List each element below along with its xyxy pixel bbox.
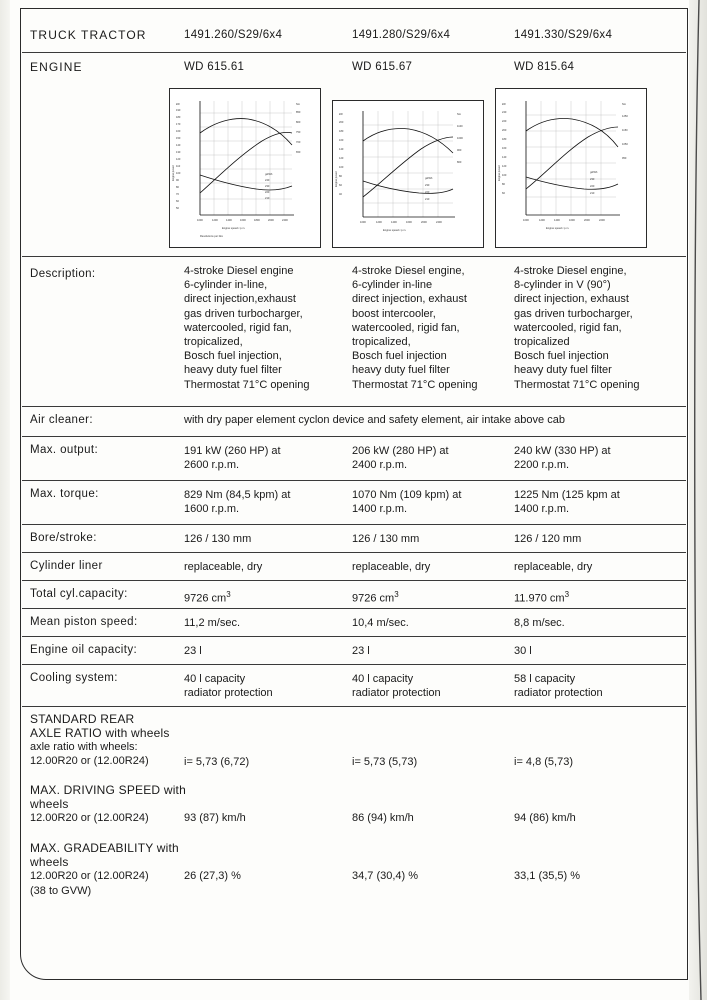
grade-value-3: 33,1 (35,5) % [514, 870, 581, 882]
svg-text:1250: 1250 [622, 115, 628, 118]
axle-wheels: 12.00R20 or (12.00R24) [30, 755, 149, 767]
svg-text:1800: 1800 [254, 219, 260, 222]
spec-sheet [22, 8, 686, 978]
svg-text:1050: 1050 [622, 143, 628, 146]
bore-stroke-3: 126 / 120 mm [514, 533, 582, 545]
svg-text:230: 230 [425, 184, 430, 187]
svg-text:1200: 1200 [539, 219, 545, 222]
page-curl-line [685, 0, 705, 1000]
label-mean-piston-speed: Mean piston speed: [30, 616, 138, 628]
mean-piston-speed-3: 8,8 m/sec. [514, 617, 565, 629]
total-cyl-capacity-3-value: 11.970 cm [514, 592, 565, 605]
svg-text:Engine power: Engine power [498, 165, 501, 181]
engine-oil-capacity-3: 30 l [514, 645, 532, 657]
max-output-3-line-2: 2200 r.p.m. [514, 459, 570, 472]
svg-text:1100: 1100 [457, 125, 463, 128]
cylinder-liner-1: replaceable, dry [184, 561, 263, 573]
label-bore-stroke: Bore/stroke: [30, 532, 97, 544]
desc-2-line-2: 6-cylinder in-line [352, 279, 433, 292]
max-torque-col-2 [352, 488, 518, 516]
svg-text:g/kWh: g/kWh [265, 173, 273, 176]
max-torque-2-line-1: 1070 Nm (109 kpm) at [352, 489, 462, 501]
desc-3-line-2: 8-cylinder in V (90°) [514, 279, 611, 292]
svg-text:60: 60 [176, 200, 179, 203]
desc-2-line-3: direct injection, exhaust [352, 293, 467, 306]
svg-text:80: 80 [339, 175, 342, 178]
total-cyl-capacity-2 [352, 588, 518, 606]
svg-text:140: 140 [339, 148, 344, 151]
svg-text:2000: 2000 [421, 221, 427, 224]
svg-text:1600: 1600 [406, 221, 412, 224]
svg-text:80: 80 [176, 186, 179, 189]
desc-2-line-4: boost intercooler, [352, 307, 436, 320]
mean-piston-speed-2: 10,4 m/sec. [352, 617, 409, 629]
total-cyl-capacity-3 [514, 588, 686, 606]
desc-1-line-7: Bosch fuel injection, [184, 350, 282, 363]
divider-cooling-system [22, 664, 686, 665]
performance-chart-1 [169, 88, 321, 248]
max-torque-1-line-2: 1600 r.p.m. [184, 503, 240, 516]
svg-text:2200: 2200 [599, 219, 605, 222]
description-col-1 [184, 264, 346, 392]
max-torque-1-line-1: 829 Nm (84,5 kpm) at [184, 489, 291, 501]
svg-text:1000: 1000 [457, 137, 463, 140]
svg-text:kW: kW [339, 113, 343, 116]
max-output-col-2 [352, 444, 518, 472]
svg-text:1150: 1150 [622, 129, 628, 132]
svg-text:210: 210 [425, 198, 430, 201]
cooling-system-col-3 [514, 672, 686, 700]
svg-text:120: 120 [502, 165, 507, 168]
max-output-2-line-2: 2400 r.p.m. [352, 459, 408, 472]
svg-text:800: 800 [457, 161, 462, 164]
svg-text:180: 180 [176, 116, 181, 119]
svg-text:90: 90 [176, 179, 179, 182]
model-1: 1491.260/S29/6x4 [184, 29, 283, 41]
svg-text:110: 110 [176, 165, 181, 168]
speed-value-2: 86 (94) km/h [352, 812, 414, 824]
performance-chart-3 [495, 88, 647, 248]
svg-text:1000: 1000 [360, 221, 366, 224]
svg-text:120: 120 [176, 158, 181, 161]
svg-text:kW: kW [502, 103, 506, 106]
divider-header [22, 52, 686, 53]
divider-engine-oil-capacity [22, 636, 686, 637]
svg-text:2400: 2400 [282, 219, 288, 222]
cooling-1-line-1: 40 l capacity [184, 673, 246, 685]
svg-text:1200: 1200 [212, 219, 218, 222]
cooling-3-line-2: radiator protection [514, 687, 603, 700]
header-label-truck-tractor: TRUCK TRACTOR [30, 28, 147, 42]
svg-text:140: 140 [176, 144, 181, 147]
svg-text:kW: kW [176, 103, 180, 106]
axle-value-2: i= 5,73 (5,73) [352, 756, 418, 768]
svg-text:Engine power: Engine power [335, 171, 338, 187]
divider-cylinder-liner [22, 552, 686, 553]
total-cyl-capacity-1 [184, 588, 346, 606]
axle-title-line-1: STANDARD REAR [30, 712, 135, 726]
svg-text:240: 240 [502, 111, 507, 114]
mean-piston-speed-1: 11,2 m/sec. [184, 617, 241, 629]
svg-text:40: 40 [339, 193, 342, 196]
cooling-system-col-2 [352, 672, 518, 700]
svg-text:50: 50 [176, 207, 179, 210]
svg-text:Revolutions per litre: Revolutions per litre [200, 235, 223, 238]
axle-subtitle: axle ratio with wheels: [30, 741, 138, 753]
svg-text:700: 700 [296, 141, 301, 144]
divider-total-cyl-capacity [22, 580, 686, 581]
label-engine-oil-capacity: Engine oil capacity: [30, 644, 138, 656]
grade-wheels: 12.00R20 or (12.00R24) [30, 870, 149, 882]
desc-1-line-3: direct injection,exhaust [184, 293, 296, 306]
engine-3: WD 815.64 [514, 61, 575, 73]
svg-text:2000: 2000 [268, 219, 274, 222]
svg-text:Nm: Nm [457, 113, 462, 116]
description-col-2 [352, 264, 518, 392]
divider-mean-piston-speed [22, 608, 686, 609]
max-output-3-line-1: 240 kW (330 HP) at [514, 445, 611, 457]
svg-text:650: 650 [296, 151, 301, 154]
svg-text:750: 750 [296, 131, 301, 134]
svg-text:180: 180 [339, 130, 344, 133]
speed-title-line-2: wheels [30, 797, 69, 811]
svg-text:1000: 1000 [523, 219, 529, 222]
grade-title-line-1: MAX. GRADEABILITY with [30, 841, 179, 855]
svg-text:1600: 1600 [569, 219, 575, 222]
label-air-cleaner: Air cleaner: [30, 414, 93, 426]
desc-2-line-5: watercooled, rigid fan, [352, 321, 460, 334]
svg-text:60: 60 [339, 184, 342, 187]
desc-2-line-1: 4-stroke Diesel engine, [352, 265, 465, 277]
bore-stroke-1: 126 / 130 mm [184, 533, 252, 545]
svg-text:120: 120 [339, 157, 344, 160]
label-cooling-system: Cooling system: [30, 672, 118, 684]
svg-text:220: 220 [590, 185, 595, 188]
svg-text:2000: 2000 [584, 219, 590, 222]
model-3: 1491.330/S29/6x4 [514, 29, 613, 41]
label-max-output: Max. output: [30, 444, 99, 456]
svg-text:Nm: Nm [296, 103, 301, 106]
max-output-col-3 [514, 444, 686, 472]
svg-text:g/kWh: g/kWh [425, 177, 433, 180]
svg-text:220: 220 [502, 120, 507, 123]
axle-title-line-2: AXLE RATIO with wheels [30, 726, 170, 740]
total-cyl-capacity-1-exp: 3 [226, 590, 231, 599]
speed-wheels: 12.00R20 or (12.00R24) [30, 812, 149, 824]
svg-text:1600: 1600 [240, 219, 246, 222]
engine-oil-capacity-2: 23 l [352, 645, 370, 657]
svg-text:1000: 1000 [197, 219, 203, 222]
desc-3-line-6: tropicalized [514, 336, 570, 349]
desc-3-line-9: Thermostat 71°C opening [514, 378, 640, 391]
max-torque-col-3 [514, 488, 686, 516]
speed-value-1: 93 (87) km/h [184, 812, 246, 824]
label-cylinder-liner: Cylinder liner [30, 560, 103, 572]
svg-text:80: 80 [502, 183, 505, 186]
svg-text:220: 220 [425, 191, 430, 194]
scan-edge-left [0, 0, 10, 1000]
grade-value-2: 34,7 (30,4) % [352, 870, 419, 882]
performance-chart-2 [332, 100, 484, 248]
divider-air-cleaner [22, 406, 686, 407]
svg-text:200: 200 [502, 129, 507, 132]
svg-text:100: 100 [502, 174, 507, 177]
svg-text:800: 800 [296, 121, 301, 124]
svg-text:160: 160 [176, 130, 181, 133]
label-total-cyl-capacity: Total cyl.capacity: [30, 588, 128, 600]
desc-1-line-6: tropicalized, [184, 336, 243, 349]
cooling-3-line-1: 58 l capacity [514, 673, 576, 685]
svg-text:950: 950 [622, 157, 627, 160]
svg-text:160: 160 [502, 147, 507, 150]
max-output-1-line-2: 2600 r.p.m. [184, 459, 240, 472]
svg-text:1400: 1400 [226, 219, 232, 222]
model-2: 1491.280/S29/6x4 [352, 29, 451, 41]
cylinder-liner-2: replaceable, dry [352, 561, 431, 573]
desc-2-line-7: Bosch fuel injection [352, 350, 447, 363]
svg-text:Nm: Nm [622, 103, 627, 106]
desc-3-line-4: gas driven turbocharger, [514, 307, 633, 320]
divider-axle [22, 706, 686, 707]
bore-stroke-2: 126 / 130 mm [352, 533, 420, 545]
desc-3-line-1: 4-stroke Diesel engine, [514, 265, 627, 277]
svg-text:70: 70 [176, 193, 179, 196]
svg-text:210: 210 [590, 192, 595, 195]
total-cyl-capacity-2-value: 9726 cm [352, 592, 395, 605]
description-col-3 [514, 264, 686, 392]
svg-text:200: 200 [339, 121, 344, 124]
engine-oil-capacity-1: 23 l [184, 645, 202, 657]
svg-text:Engine power: Engine power [172, 165, 175, 181]
svg-text:1400: 1400 [554, 219, 560, 222]
desc-1-line-8: heavy duty fuel filter [184, 364, 282, 377]
desc-1-line-4: gas driven turbocharger, [184, 307, 303, 320]
max-output-col-1 [184, 444, 346, 472]
label-max-torque: Max. torque: [30, 488, 99, 500]
speed-value-3: 94 (86) km/h [514, 812, 576, 824]
desc-3-line-8: heavy duty fuel filter [514, 364, 612, 377]
svg-text:100: 100 [176, 172, 181, 175]
speed-title-line-1: MAX. DRIVING SPEED with [30, 783, 186, 797]
divider-bore-stroke [22, 524, 686, 525]
total-cyl-capacity-1-value: 9726 cm [184, 592, 227, 605]
desc-3-line-3: direct injection, exhaust [514, 293, 629, 306]
cylinder-liner-3: replaceable, dry [514, 561, 593, 573]
air-cleaner-value: with dry paper element cyclon device and safety element, air intake above cab [184, 414, 565, 426]
label-description: Description: [30, 268, 96, 280]
svg-text:Engine speed r.p.m.: Engine speed r.p.m. [546, 227, 570, 230]
max-torque-2-line-2: 1400 r.p.m. [352, 503, 408, 516]
svg-text:240: 240 [265, 179, 270, 182]
max-torque-col-1 [184, 488, 346, 516]
desc-3-line-5: watercooled, rigid fan, [514, 321, 622, 334]
engine-2: WD 615.67 [352, 61, 413, 73]
divider-max-torque [22, 480, 686, 481]
svg-text:230: 230 [590, 178, 595, 181]
axle-value-3: i= 4,8 (5,73) [514, 756, 574, 768]
svg-text:230: 230 [265, 185, 270, 188]
desc-1-line-1: 4-stroke Diesel engine [184, 265, 294, 277]
divider-description [22, 256, 686, 257]
grade-note: (38 to GVW) [30, 885, 92, 897]
desc-2-line-6: tropicalized, [352, 336, 411, 349]
svg-text:Engine speed r.p.m.: Engine speed r.p.m. [222, 227, 246, 230]
svg-text:190: 190 [176, 109, 181, 112]
svg-text:180: 180 [502, 138, 507, 141]
cooling-1-line-2: radiator protection [184, 687, 273, 700]
cooling-2-line-1: 40 l capacity [352, 673, 414, 685]
svg-text:130: 130 [176, 151, 181, 154]
svg-text:160: 160 [339, 139, 344, 142]
svg-text:150: 150 [176, 137, 181, 140]
max-output-1-line-1: 191 kW (260 HP) at [184, 445, 281, 457]
svg-text:Engine speed r.p.m.: Engine speed r.p.m. [383, 229, 407, 232]
svg-text:g/kWh: g/kWh [590, 171, 598, 174]
desc-2-line-9: Thermostat 71°C opening [352, 378, 478, 391]
cooling-2-line-2: radiator protection [352, 687, 441, 700]
grade-value-1: 26 (27,3) % [184, 870, 241, 882]
axle-value-1: i= 5,73 (6,72) [184, 756, 250, 768]
svg-text:1200: 1200 [376, 221, 382, 224]
total-cyl-capacity-3-exp: 3 [564, 590, 570, 599]
divider-max-output [22, 436, 686, 437]
desc-1-line-9: Thermostat 71°C opening [184, 378, 310, 391]
max-torque-3-line-2: 1400 r.p.m. [514, 503, 570, 516]
svg-text:850: 850 [296, 111, 301, 114]
engine-1: WD 615.61 [184, 61, 245, 73]
svg-text:60: 60 [502, 192, 505, 195]
svg-text:2400: 2400 [436, 221, 442, 224]
svg-text:140: 140 [502, 156, 507, 159]
max-output-2-line-1: 206 kW (280 HP) at [352, 445, 449, 457]
svg-text:100: 100 [339, 166, 344, 169]
svg-text:170: 170 [176, 123, 181, 126]
desc-1-line-5: watercooled, rigid fan, [184, 321, 292, 334]
desc-1-line-2: 6-cylinder in-line, [184, 279, 268, 292]
svg-text:220: 220 [265, 191, 270, 194]
desc-2-line-8: heavy duty fuel filter [352, 364, 450, 377]
max-torque-3-line-1: 1225 Nm (125 kpm at [514, 489, 620, 501]
header-label-engine: ENGINE [30, 60, 83, 74]
svg-text:1400: 1400 [391, 221, 397, 224]
grade-title-line-2: wheels [30, 855, 69, 869]
cooling-system-col-1 [184, 672, 346, 700]
svg-text:900: 900 [457, 149, 462, 152]
desc-3-line-7: Bosch fuel injection [514, 350, 609, 363]
total-cyl-capacity-2-exp: 3 [394, 590, 399, 599]
svg-text:210: 210 [265, 197, 270, 200]
